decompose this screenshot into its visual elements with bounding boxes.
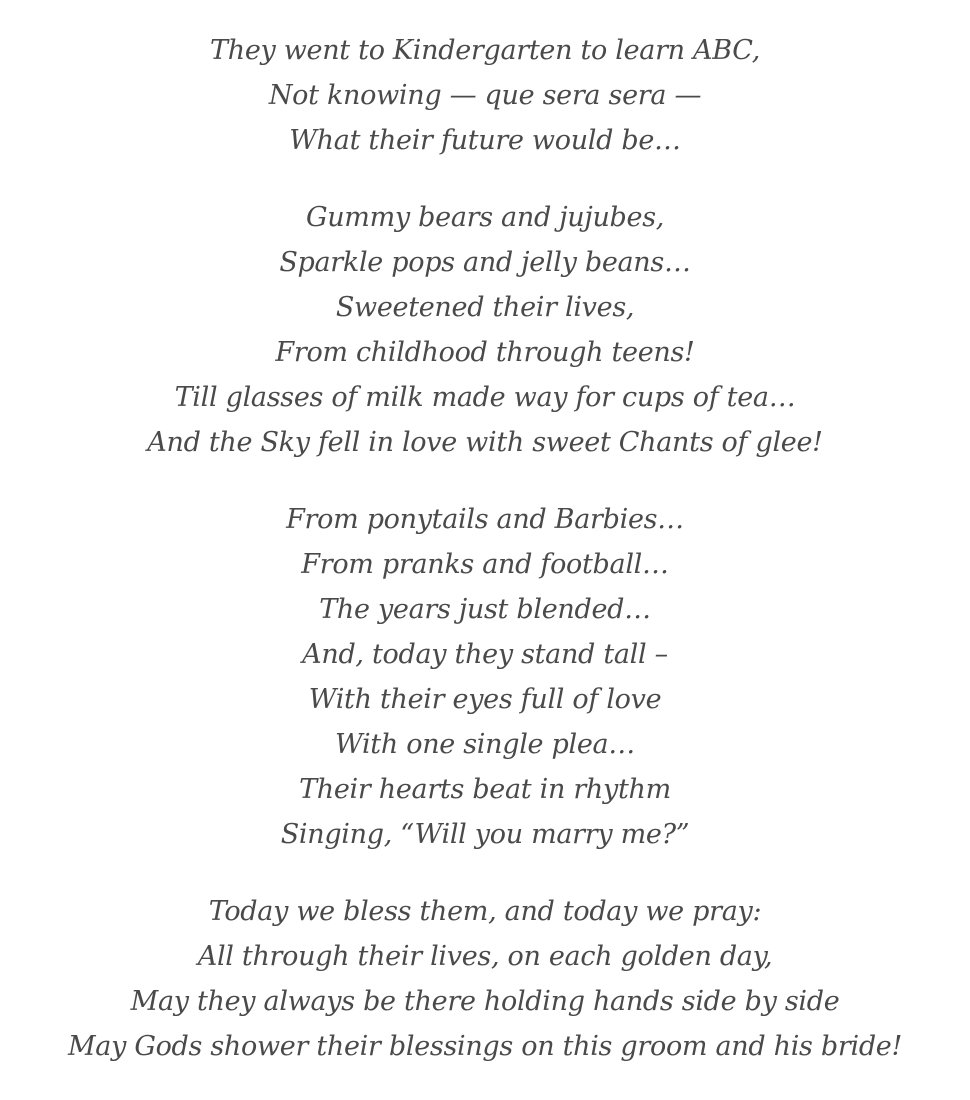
stanza-2 bbox=[0, 195, 970, 465]
poem-line: Gummy bears and jujubes, bbox=[305, 202, 665, 233]
poem-line: They went to Kindergarten to learn ABC, bbox=[210, 35, 760, 66]
poem-line: Not knowing — que sera sera — bbox=[268, 80, 702, 111]
poem-line: Sweetened their lives, bbox=[335, 292, 635, 323]
poem-line: May they always be there holding hands side by side bbox=[130, 986, 840, 1017]
stanza-1 bbox=[0, 28, 970, 163]
stanza-3 bbox=[0, 497, 970, 857]
poem-line: With one single plea… bbox=[335, 729, 635, 760]
poem-line: From childhood through teens! bbox=[275, 337, 695, 368]
poem-line: Till glasses of milk made way for cups of tea… bbox=[174, 382, 796, 413]
poem-line: May Gods shower their blessings on this groom and his bride! bbox=[67, 1031, 903, 1062]
poem-line: All through their lives, on each golden day, bbox=[197, 941, 773, 972]
poem-line: Singing, “Will you marry me?” bbox=[280, 819, 690, 850]
poem-line: And, today they stand tall – bbox=[302, 639, 668, 670]
stanza-4 bbox=[0, 889, 970, 1069]
poem-line: And the Sky fell in love with sweet Chants of glee! bbox=[147, 427, 823, 458]
poem-line: From pranks and football… bbox=[301, 549, 669, 580]
poem-line: Today we bless them, and today we pray: bbox=[208, 896, 762, 927]
poem-line: What their future would be… bbox=[289, 125, 681, 156]
poem-line: Sparkle pops and jelly beans… bbox=[279, 247, 691, 278]
poem-line: With their eyes full of love bbox=[308, 684, 662, 715]
poem-line: From ponytails and Barbies… bbox=[286, 504, 684, 535]
poem-line: Their hearts beat in rhythm bbox=[299, 774, 671, 805]
poem-line: The years just blended… bbox=[319, 594, 651, 625]
